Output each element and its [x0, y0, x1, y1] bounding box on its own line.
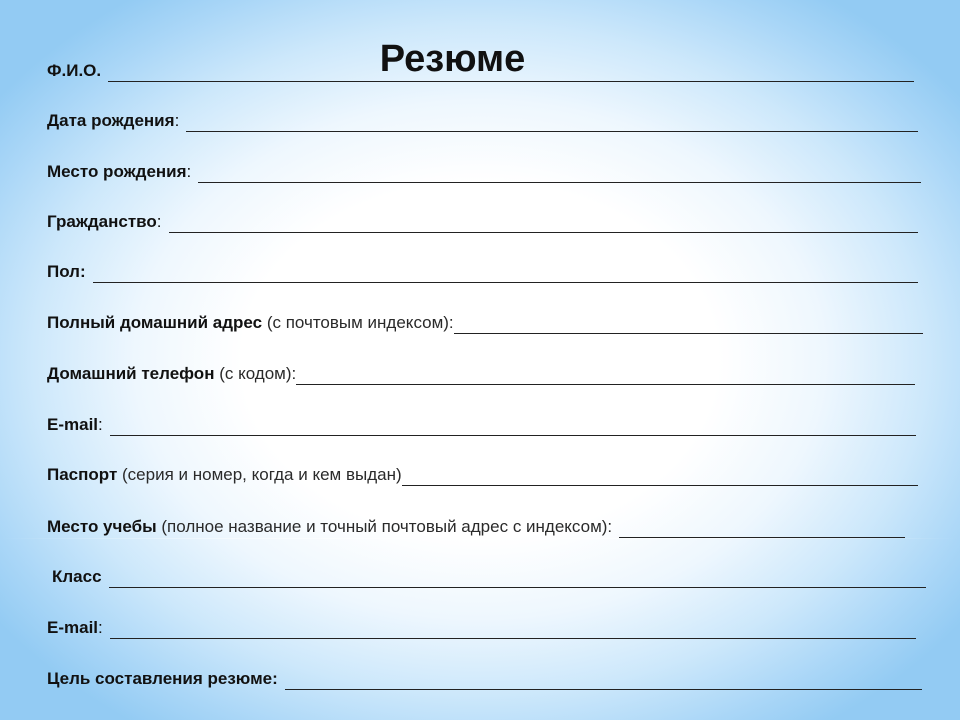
field-label: Цель составления резюме:: [47, 669, 278, 688]
field-study-place: [47, 512, 905, 538]
email-2-blank-line[interactable]: [110, 620, 916, 639]
field-separator: :: [98, 415, 103, 434]
field-note: (с кодом):: [219, 364, 297, 383]
study-place-blank-line[interactable]: [619, 519, 905, 538]
field-gender: [47, 257, 918, 283]
field-citizenship: [47, 207, 918, 233]
class-blank-line[interactable]: [109, 569, 926, 588]
gender-blank-line[interactable]: [93, 264, 918, 283]
field-birth-place: [47, 157, 921, 183]
field-separator: :: [98, 618, 103, 637]
field-home-address: [47, 308, 923, 334]
field-resume-goal: [47, 664, 922, 690]
email-blank-line[interactable]: [110, 417, 916, 436]
passport-blank-line[interactable]: [402, 467, 918, 486]
background-highlight-band: [0, 538, 960, 539]
citizenship-blank-line[interactable]: [169, 214, 918, 233]
home-phone-blank-line[interactable]: [296, 366, 915, 385]
home-address-blank-line[interactable]: [454, 315, 923, 334]
field-note: (серия и номер, когда и кем выдан): [122, 465, 402, 484]
field-label: Ф.И.О.: [47, 61, 102, 80]
resume-goal-blank-line[interactable]: [285, 671, 922, 690]
field-email-2: [47, 613, 916, 639]
field-class: [52, 562, 926, 588]
field-note: (с почтовым индексом):: [266, 313, 454, 332]
field-label: Паспорт: [47, 465, 118, 484]
field-home-phone: [47, 359, 915, 385]
full-name-blank-line[interactable]: [108, 63, 914, 82]
field-label: Класс: [52, 567, 102, 586]
field-separator: :: [186, 162, 192, 181]
field-email: [47, 410, 916, 436]
field-label: Домашний телефон: [47, 364, 215, 383]
field-label: E-mail: [47, 618, 99, 637]
field-label: Пол:: [47, 262, 86, 281]
field-label: E-mail: [47, 415, 99, 434]
birth-date-blank-line[interactable]: [186, 113, 918, 132]
field-full-name: [47, 56, 914, 82]
field-separator: :: [174, 111, 180, 130]
field-separator: :: [156, 212, 162, 231]
field-label: Полный домашний адрес: [47, 313, 263, 332]
page-title: Резюме: [379, 38, 526, 81]
field-label: Место рождения: [47, 162, 187, 181]
field-birth-date: [47, 106, 918, 132]
field-label: Место учебы: [47, 517, 157, 536]
field-passport: [47, 460, 918, 486]
field-label: Дата рождения: [47, 111, 175, 130]
field-note: (полное название и точный почтовый адрес с индексом):: [161, 517, 613, 536]
field-label: Гражданство: [47, 212, 157, 231]
birth-place-blank-line[interactable]: [198, 164, 921, 183]
